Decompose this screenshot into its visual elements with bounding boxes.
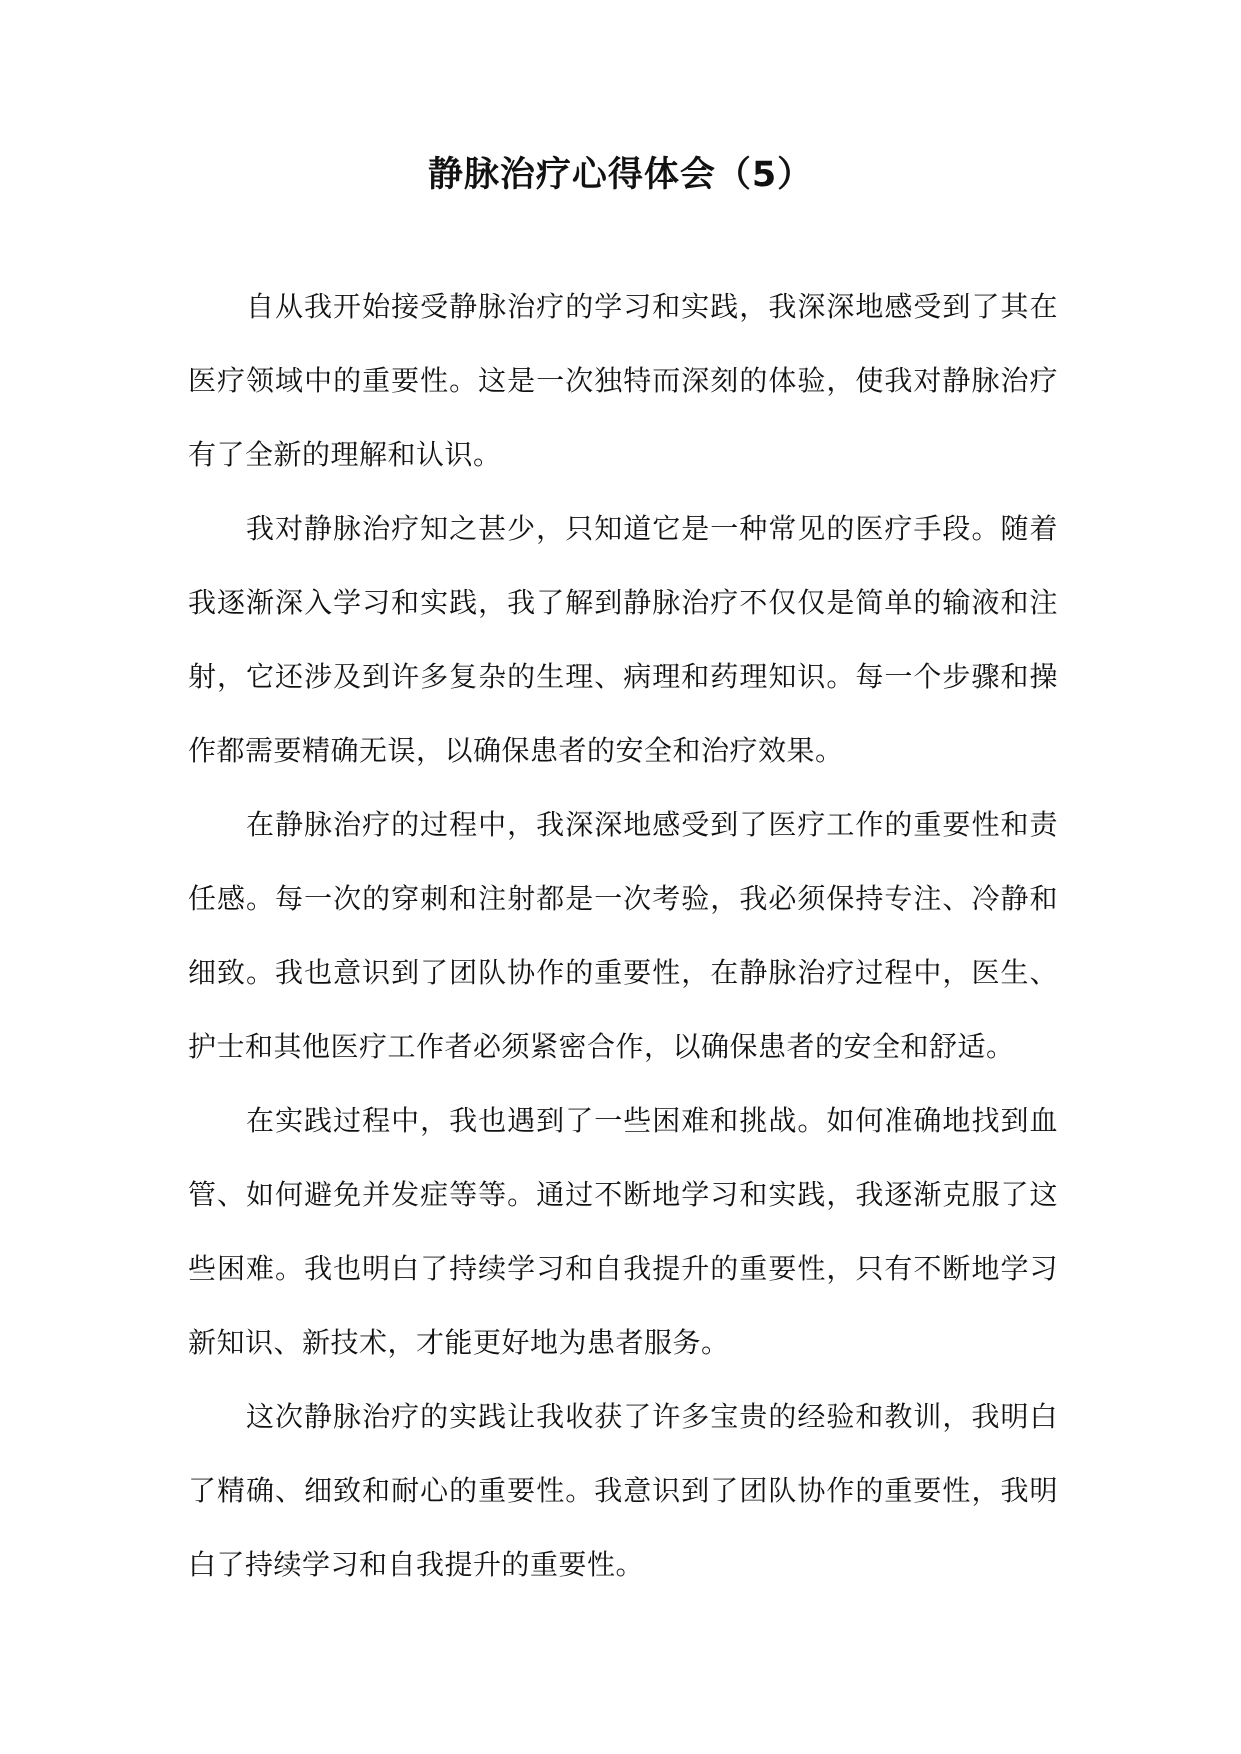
paragraph-2: 我对静脉治疗知之甚少，只知道它是一种常见的医疗手段。随着我逐渐深入学习和实践，我了解到静脉治疗不仅仅是简单的输液和注射，它还涉及到许多复杂的生理、病理和药理知识。每一个步骤和操作都需要精确无误，以确保患者的安全和治疗效果。 bbox=[188, 512, 1058, 767]
paragraph-5: 这次静脉治疗的实践让我收获了许多宝贵的经验和教训，我明白了精确、细致和耐心的重要性。我意识到了团队协作的重要性，我明白了持续学习和自我提升的重要性。 bbox=[188, 1400, 1058, 1581]
paragraph-4: 在实践过程中，我也遇到了一些困难和挑战。如何准确地找到血管、如何避免并发症等等。通过不断地学习和实践，我逐渐克服了这些困难。我也明白了持续学习和自我提升的重要性，只有不断地学习新知识、新技术，才能更好地为患者服务。 bbox=[188, 1104, 1058, 1359]
paragraph-3: 在静脉治疗的过程中，我深深地感受到了医疗工作的重要性和责任感。每一次的穿刺和注射都是一次考验，我必须保持专注、冷静和细致。我也意识到了团队协作的重要性，在静脉治疗过程中，医生、护士和其他医疗工作者必须紧密合作，以确保患者的安全和舒适。 bbox=[188, 808, 1058, 1063]
page-title: 静脉治疗心得体会（5） bbox=[427, 155, 814, 195]
document-body bbox=[188, 270, 1058, 1602]
paragraph-1: 自从我开始接受静脉治疗的学习和实践，我深深地感受到了其在医疗领域中的重要性。这是一次独特而深刻的体验，使我对静脉治疗有了全新的理解和认识。 bbox=[188, 290, 1058, 471]
